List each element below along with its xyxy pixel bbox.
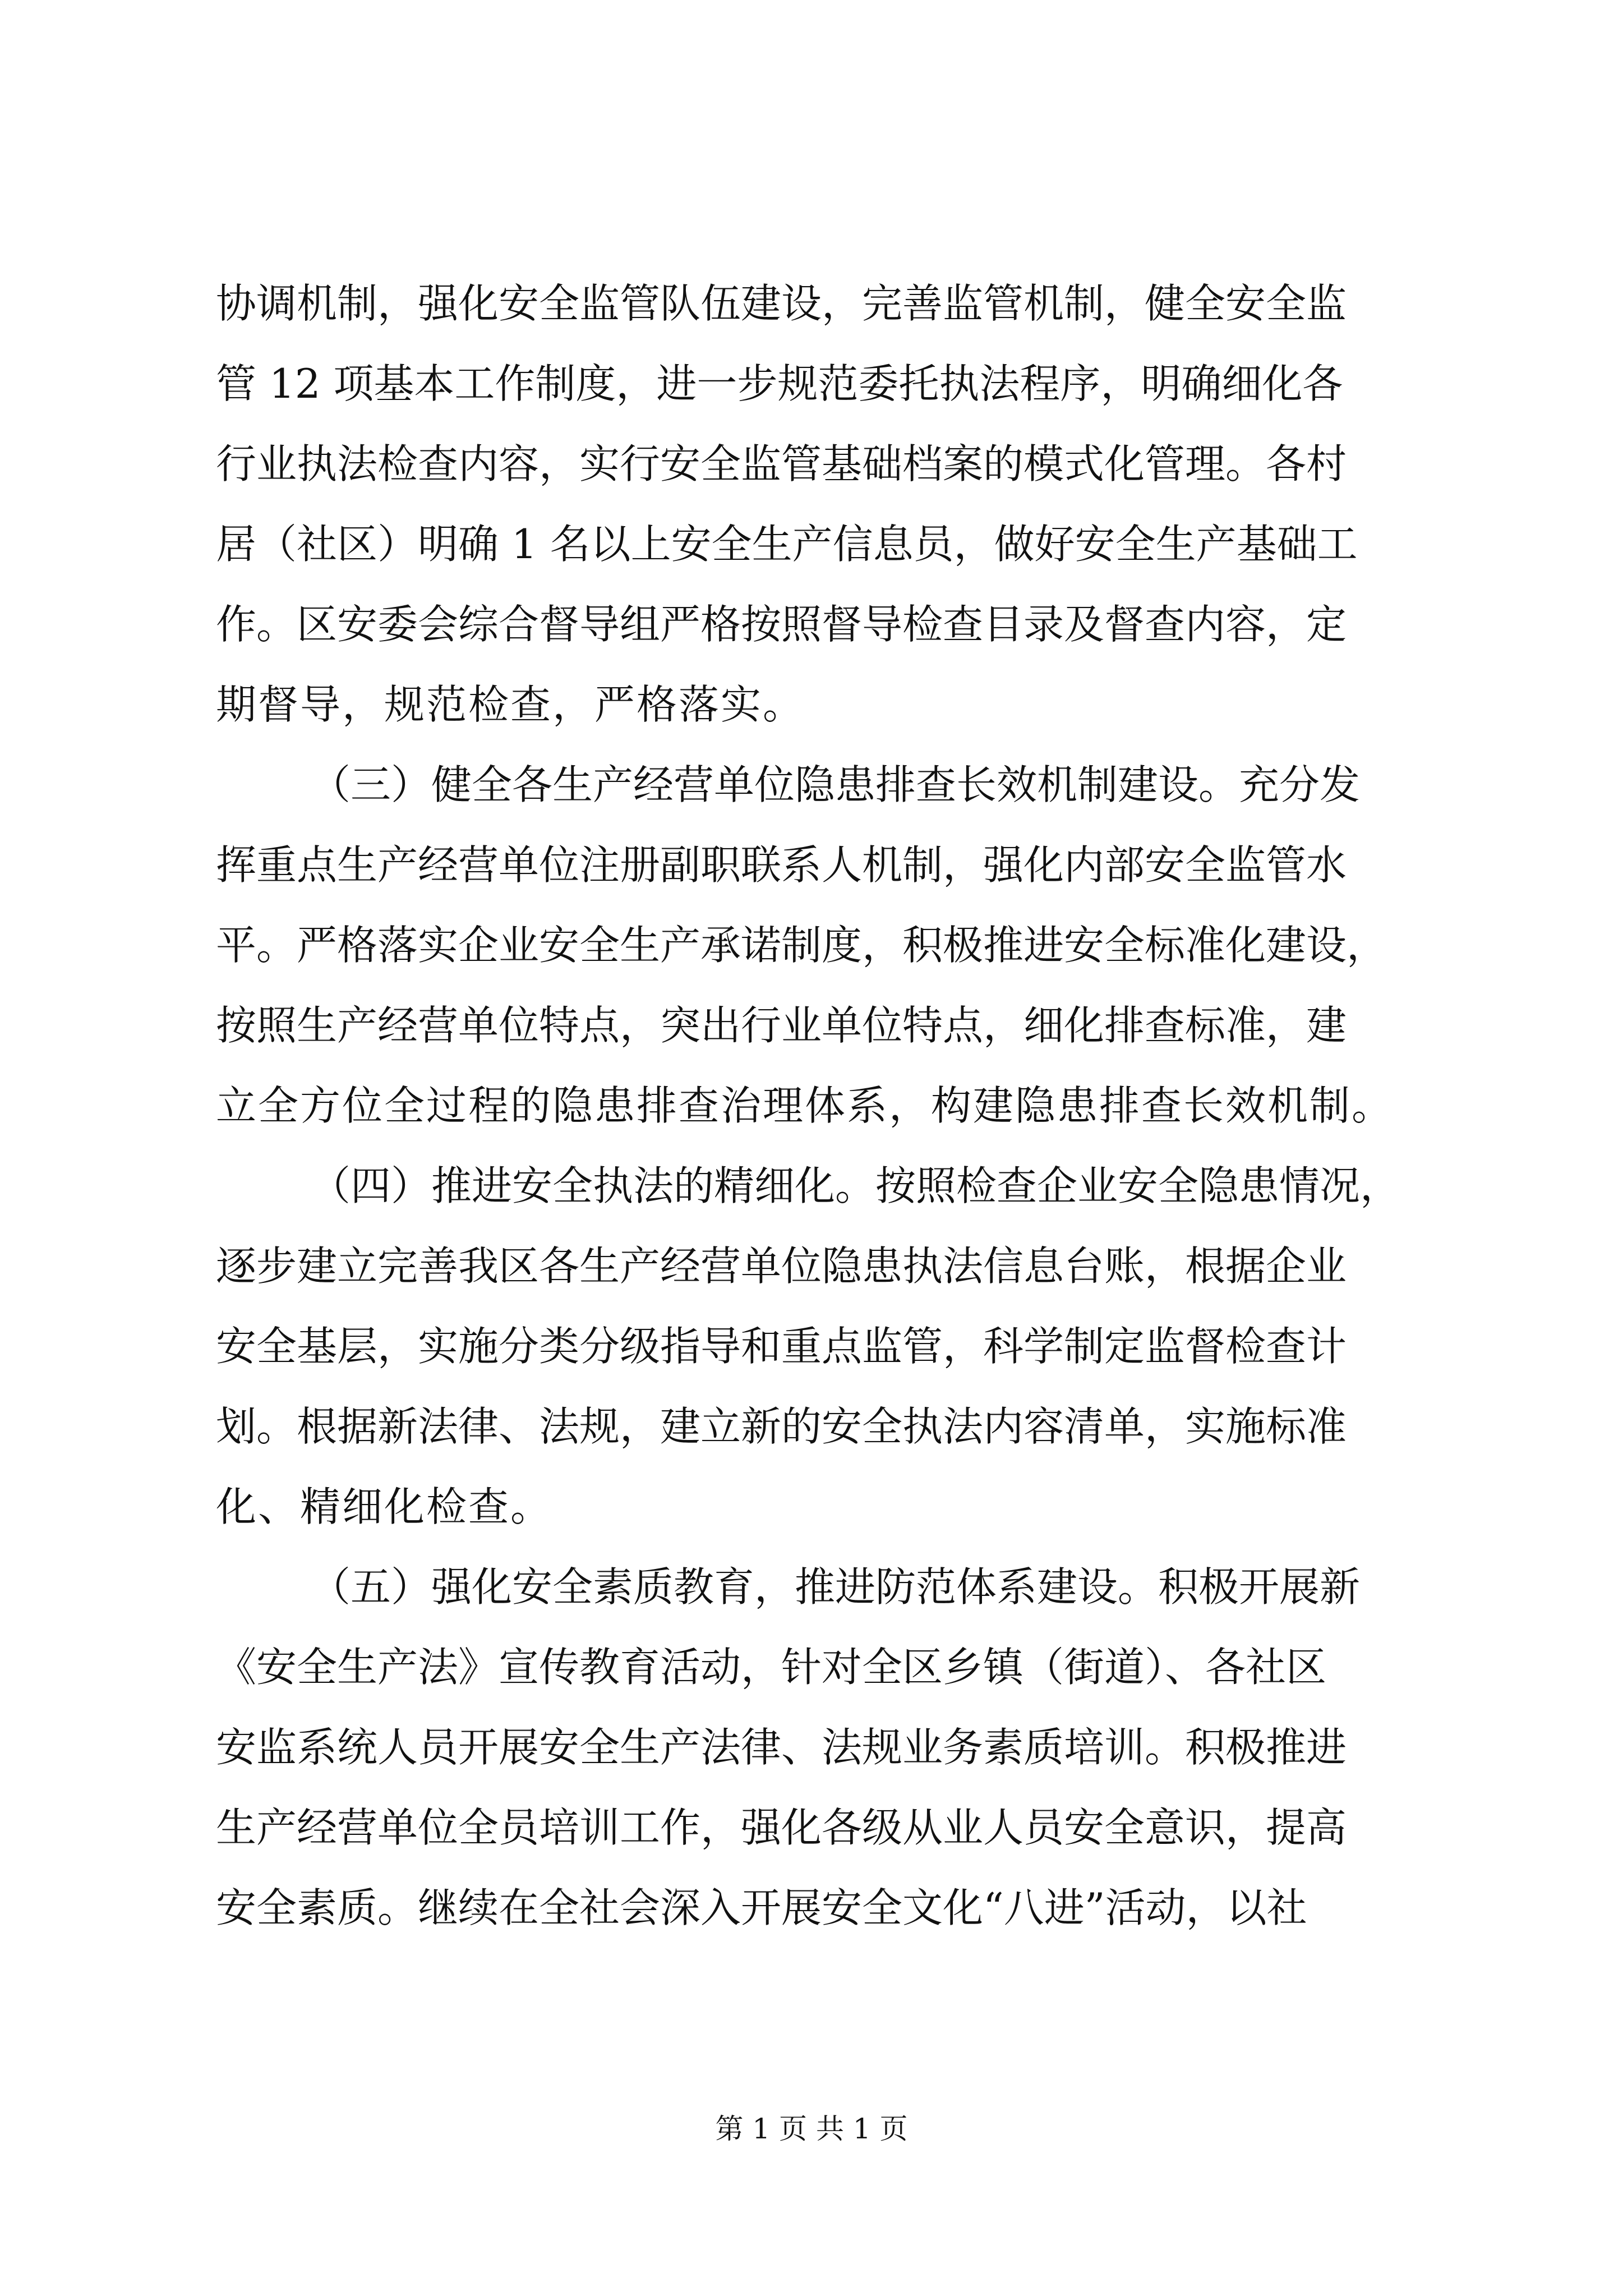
text-line: 立全方位全过程的隐患排查治理体系，构建隐患排查长效机制。 [216, 1082, 1394, 1129]
text-line: 划。根据新法律、法规，建立新的安全执法内容清单，实施标准 [216, 1403, 1347, 1450]
text-line: 安全基层，实施分类分级指导和重点监管，科学制定监督检查计 [216, 1323, 1347, 1370]
text-line: 挥重点生产经营单位注册副职联系人机制，强化内部安全监管水 [216, 841, 1347, 889]
text-line: 生产经营单位全员培训工作，强化各级从业人员安全意识，提高 [216, 1804, 1347, 1851]
text-line: 《安全生产法》宣传教育活动，针对全区乡镇（街道）、各社区 [216, 1644, 1327, 1691]
text-line: （三）健全各生产经营单位隐患排查长效机制建设。充分发 [310, 761, 1361, 808]
text-line: 行业执法检查内容，实行安全监管基础档案的模式化管理。各村 [216, 440, 1347, 487]
text-line: 安全素质。继续在全社会深入开展安全文化“八进”活动，以社 [216, 1884, 1307, 1931]
text-line: 协调机制，强化安全监管队伍建设，完善监管机制，健全安全监 [216, 280, 1347, 327]
text-line: 平。严格落实企业安全生产承诺制度，积极推进安全标准化建设， [216, 922, 1387, 969]
text-line: 居（社区）明确 1 名以上安全生产信息员，做好安全生产基础工 [216, 521, 1358, 568]
page-footer: 第 1 页 共 1 页 [715, 2113, 908, 2145]
text-line: 化、精细化检查。 [216, 1483, 553, 1530]
text-line: 按照生产经营单位特点，突出行业单位特点，细化排查标准，建 [216, 1002, 1347, 1049]
text-line: （四）推进安全执法的精细化。按照检查企业安全隐患情况， [310, 1162, 1401, 1209]
text-line: 管 12 项基本工作制度，进一步规范委托执法程序，明确细化各 [216, 360, 1343, 407]
text-line: （五）强化安全素质教育，推进防范体系建设。积极开展新 [310, 1563, 1361, 1611]
text-line: 作。区安委会综合督导组严格按照督导检查目录及督查内容，定 [216, 601, 1347, 648]
text-line: 期督导，规范检查，严格落实。 [216, 681, 805, 728]
document-body [216, 264, 1410, 1948]
text-line: 安监系统人员开展安全生产法律、法规业务素质培训。积极推进 [216, 1724, 1347, 1771]
text-line: 逐步建立完善我区各生产经营单位隐患执法信息台账，根据企业 [216, 1243, 1347, 1290]
